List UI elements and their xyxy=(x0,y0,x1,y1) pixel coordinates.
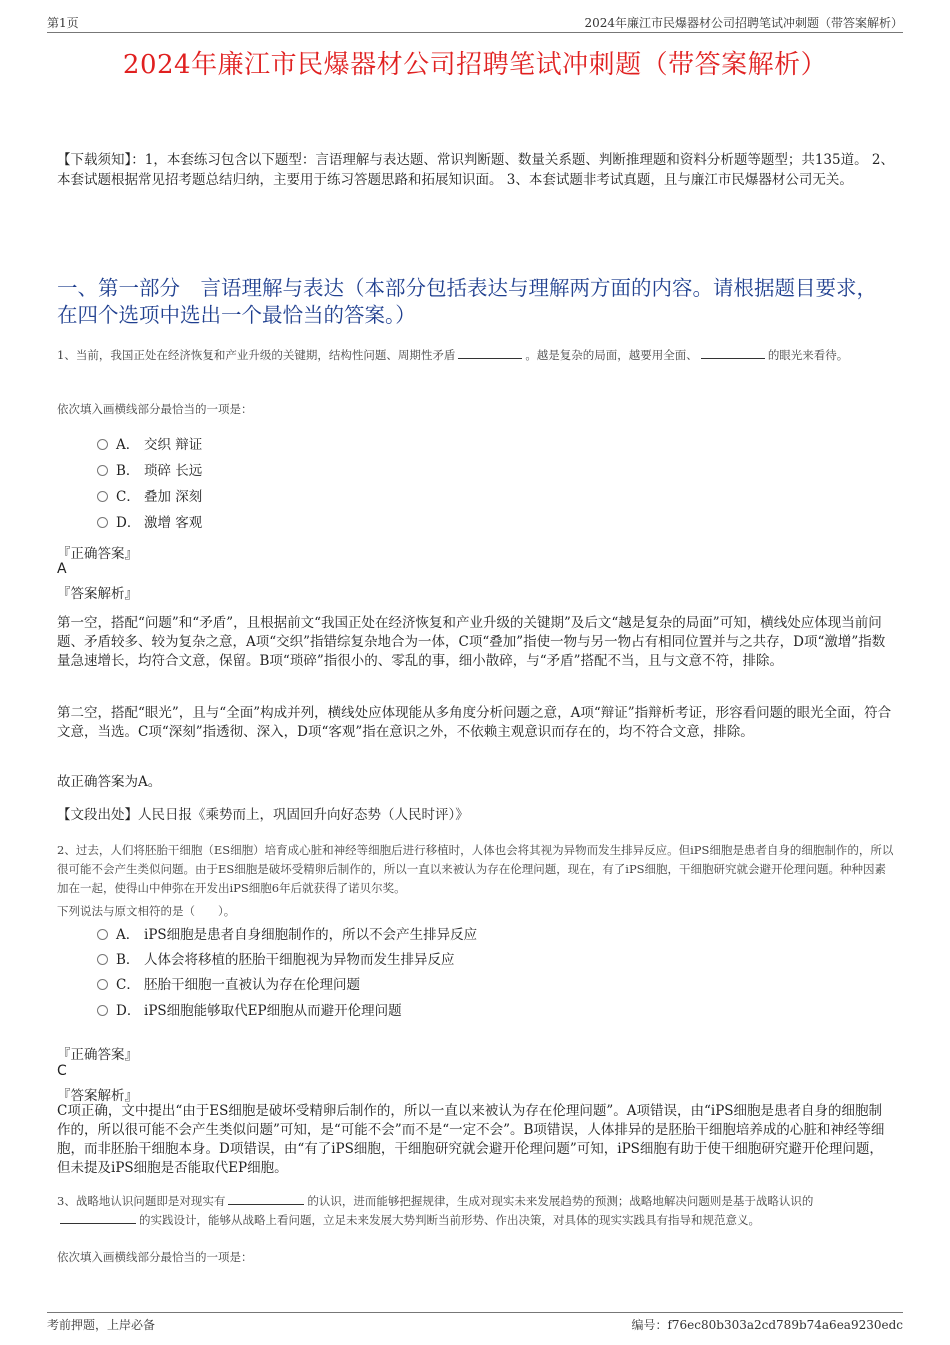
blank-2 xyxy=(701,346,765,359)
download-notice: 【下载须知】：1，本套练习包含以下题型：言语理解与表达题、常识判断题、数量关系题、判断推理题和资料分析题等题型；共135道。 2、本套试题根据常见招考题总结归纳，主要用于练习答题思路和拓展知识面。 3、本套试题非考试真题，且与廉江市民爆器材公司无关。 xyxy=(57,152,894,188)
q2-option-b[interactable]: B． 人体会将移植的胚胎干细胞视为异物而发生排异反应 xyxy=(97,949,455,971)
question-3-stem: 3、战略地认识问题即是对现实有 的认识，进而能够把握规律，生成对现实未来发展趋势的预测；战略地解决问题则是基于战略认识的的实践设计，能够从战略上看问题，立足未来发展大势判断当前形势、作出决策，对具体的现实实践具有指导和规范意义。 xyxy=(57,1194,814,1227)
radio-icon[interactable] xyxy=(97,929,108,940)
radio-icon[interactable] xyxy=(97,517,108,528)
header-doc-title: 2024年廉江市民爆器材公司招聘笔试冲刺题（带答案解析） xyxy=(584,16,903,30)
q1-analysis-tag: 『答案解析』 xyxy=(57,586,138,602)
blank-1 xyxy=(458,346,522,359)
q2-option-c[interactable]: C． 胚胎干细胞一直被认为存在伦理问题 xyxy=(97,974,360,996)
q2-analysis-tag: 『答案解析』 xyxy=(57,1088,138,1104)
question-3-prompt: 依次填入画横线部分最恰当的一项是： xyxy=(57,1250,253,1264)
q1-analysis-1: 第一空，搭配“问题”和“矛盾”，且根据前文“我国正处在经济恢复和产业升级的关键期”及后文“越是复杂的局面”可知，横线处应体现当前问题、矛盾较多、较为复杂之意，A项“交织”指错综复杂地合为一体，C项“叠加”指使一物与另一物占有相同位置并与之共存，D项“激增”指数量急速增长，均符合文意，保留。B项“琐碎”指很小的、零乱的事，细小散碎，与“矛盾”搭配不当，且与文意不符，排除。 xyxy=(57,615,886,669)
q2-answer: C xyxy=(57,1063,67,1079)
page-title: 2024年廉江市民爆器材公司招聘笔试冲刺题（带答案解析） xyxy=(122,50,828,80)
q1-option-d[interactable]: D． 激增 客观 xyxy=(97,512,202,534)
page-footer xyxy=(47,1312,903,1333)
radio-icon[interactable] xyxy=(97,465,108,476)
page-number: 第1页 xyxy=(47,16,79,30)
footer-slogan: 考前押题，上岸必备 xyxy=(47,1318,156,1332)
question-2-prompt: 下列说法与原文相符的是（ ）。 xyxy=(57,904,236,918)
blank-2 xyxy=(60,1211,136,1224)
blank-1 xyxy=(228,1192,304,1205)
q1-conclusion: 故正确答案为A。 xyxy=(57,774,162,790)
section-heading: 一、第一部分 言语理解与表达（本部分包括表达与理解两方面的内容。请根据题目要求，在四个选项中选出一个最恰当的答案。） xyxy=(57,276,877,327)
q2-answer-tag: 『正确答案』 xyxy=(57,1047,138,1063)
q1-option-b[interactable]: B． 琐碎 长远 xyxy=(97,460,202,482)
question-1-stem: 1、当前，我国正处在经济恢复和产业升级的关键期，结构性问题、周期性矛盾 。越是复杂的局面，越要用全面、 的眼光来看待。 xyxy=(57,348,849,362)
q1-option-c[interactable]: C． 叠加 深刻 xyxy=(97,486,202,508)
q1-answer: A xyxy=(57,561,67,577)
q2-option-a[interactable]: A． iPS细胞是患者自身细胞制作的，所以不会产生排异反应 xyxy=(97,924,477,946)
radio-icon[interactable] xyxy=(97,1005,108,1016)
page-header xyxy=(47,14,903,33)
radio-icon[interactable] xyxy=(97,439,108,450)
q1-analysis-2: 第二空，搭配“眼光”，且与“全面”构成并列，横线处应体现能从多角度分析问题之意，A项“辩证”指辩析考证，形容看问题的眼光全面，符合文意，当选。C项“深刻”指透彻、深入，D项“客观”指在意识之外，不依赖主观意识而存在的，均不符合文意，排除。 xyxy=(57,705,892,740)
radio-icon[interactable] xyxy=(97,979,108,990)
q2-option-d[interactable]: D． iPS细胞能够取代EP细胞从而避开伦理问题 xyxy=(97,1000,402,1022)
radio-icon[interactable] xyxy=(97,491,108,502)
q1-source: 【文段出处】人民日报《乘势而上，巩固回升向好态势（人民时评）》 xyxy=(57,807,469,823)
question-1-prompt: 依次填入画横线部分最恰当的一项是： xyxy=(57,402,253,416)
q1-option-a[interactable]: A． 交织 辩证 xyxy=(97,434,202,456)
radio-icon[interactable] xyxy=(97,954,108,965)
footer-code: 编号：f76ec80b303a2cd789b74a6ea9230edc xyxy=(631,1318,903,1332)
q1-answer-tag: 『正确答案』 xyxy=(57,546,138,562)
q2-analysis: C项正确，文中提出“由于ES细胞是破坏受精卵后制作的，所以一直以来被认为存在伦理问题”。A项错误，由“iPS细胞是患者自身的细胞制作的，所以很可能不会产生类似问题”可知，是“可能不会”而不是“一定不会”。B项错误，人体排异的是胚胎干细胞培养成的心脏和神经等细胞，而非胚胎干细胞本身。D项错误，由“有了iPS细胞，干细胞研究就会避开伦理问题”可知，iPS细胞有助于使干细胞研究避开伦理问题，但未提及iPS细胞是否能取代EP细胞。 xyxy=(57,1103,885,1176)
question-2-stem: 2、过去，人们将胚胎干细胞（ES细胞）培育成心脏和神经等细胞后进行移植时，人体也会将其视为异物而发生排异反应。但iPS细胞是患者自身的细胞制作的，所以很可能不会产生类似问题。由于ES细胞是破坏受精卵后制作的，所以一直以来被认为存在伦理问题，现在，有了iPS细胞，干细胞研究就会避开伦理问题。种种因素加在一起，使得山中伸弥在开发出iPS细胞6年后就获得了诺贝尔奖。 xyxy=(57,843,894,895)
